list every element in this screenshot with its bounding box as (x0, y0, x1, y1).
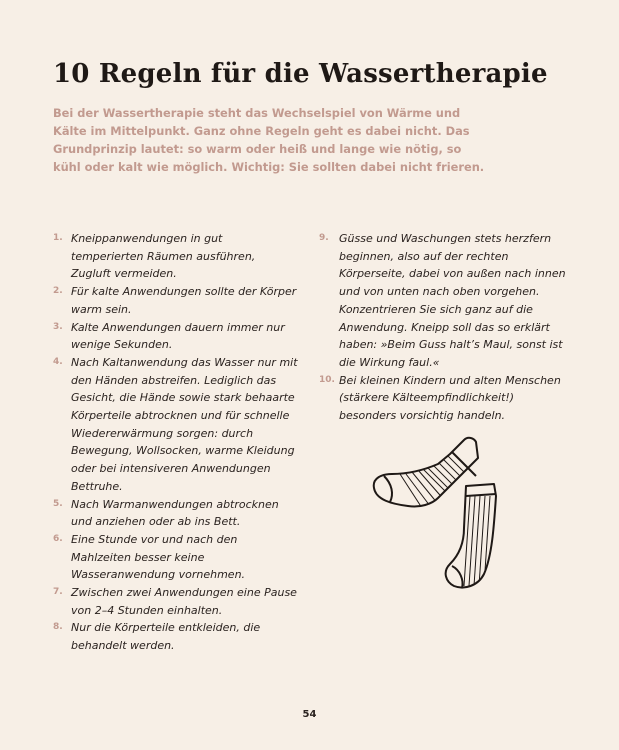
list-item (53, 619, 298, 654)
list-item (53, 319, 298, 354)
rule-text: Zwischen zwei Anwendungen eine Pause von 2–4 Stunden einhalten. (71, 586, 297, 617)
socks-icon (368, 436, 506, 592)
rules-list-left (53, 230, 298, 655)
list-item (53, 283, 298, 318)
rule-text: Nur die Körperteile entkleiden, die behandelt werden. (71, 621, 261, 653)
list-item (319, 372, 569, 425)
rule-number: 3. (53, 321, 63, 332)
rule-number: 4. (53, 356, 63, 367)
rule-number: 8. (53, 622, 63, 633)
rule-number: 5. (53, 498, 63, 509)
rule-text: Nach Kaltanwendung das Wasser nur mit den Händen abstreifen. Lediglich das Gesicht, die Hände sowie stark behaarte Körperteile abtrocknen und für schnelle Wiedererwärmung sorgen: durch Bewegung, Wollsocken, warme Kleidung oder bei intensiveren Anwendungen Bettruhe. (71, 355, 298, 493)
list-item (53, 496, 298, 531)
list-item (53, 531, 298, 584)
rule-number: 10. (319, 374, 335, 385)
rule-number: 2. (53, 286, 63, 297)
page-title: 10 Regeln für die Wassertherapie (53, 59, 548, 89)
list-item (53, 230, 298, 283)
rule-number: 7. (53, 587, 63, 598)
rule-text: Eine Stunde vor und nach den Mahlzeiten besser keine Wasseranwendung vornehmen. (71, 532, 246, 582)
rule-text: Bei kleinen Kindern und alten Menschen (stärkere Kälteempfindlichkeit!) besonders vorsichtig handeln. (339, 373, 561, 423)
list-item (319, 230, 569, 372)
rule-text: Kneippanwendungen in gut temperierten Räumen ausführen, Zugluft vermeiden. (71, 232, 256, 281)
rule-number: 6. (53, 533, 63, 544)
rule-text: Kalte Anwendungen dauern immer nur wenige Sekunden. (71, 320, 285, 352)
rule-number: 1. (53, 233, 63, 243)
intro-paragraph: Bei der Wassertherapie steht das Wechselspiel von Wärme und Kälte im Mittelpunkt. Ganz ohne Regeln geht es dabei nicht. Das Grundprinzip lautet: so warm oder heiß und lange wie nötig, so kühl oder kalt wie möglich. Wichtig: Sie sollten dabei nicht frieren. (53, 106, 485, 174)
page-number: 54 (302, 709, 317, 720)
rules-list-right (319, 230, 569, 425)
rule-text: Güsse und Waschungen stets herzfern beginnen, also auf der rechten Körperseite, dabei von außen nach innen und von unten nach oben vorgehen. Konzentrieren Sie sich ganz auf die Anwendung. Kneipp soll das so erklärt haben: »Beim Guss halt’s Maul, sonst ist die Wirkung faul.« (339, 232, 566, 369)
list-item (53, 584, 298, 619)
rule-number: 9. (319, 233, 329, 243)
rule-text: Für kalte Anwendungen sollte der Körper warm sein. (71, 285, 297, 316)
rule-text: Nach Warmanwendungen abtrocknen und anziehen oder ab ins Bett. (71, 497, 279, 529)
list-item (53, 354, 298, 496)
